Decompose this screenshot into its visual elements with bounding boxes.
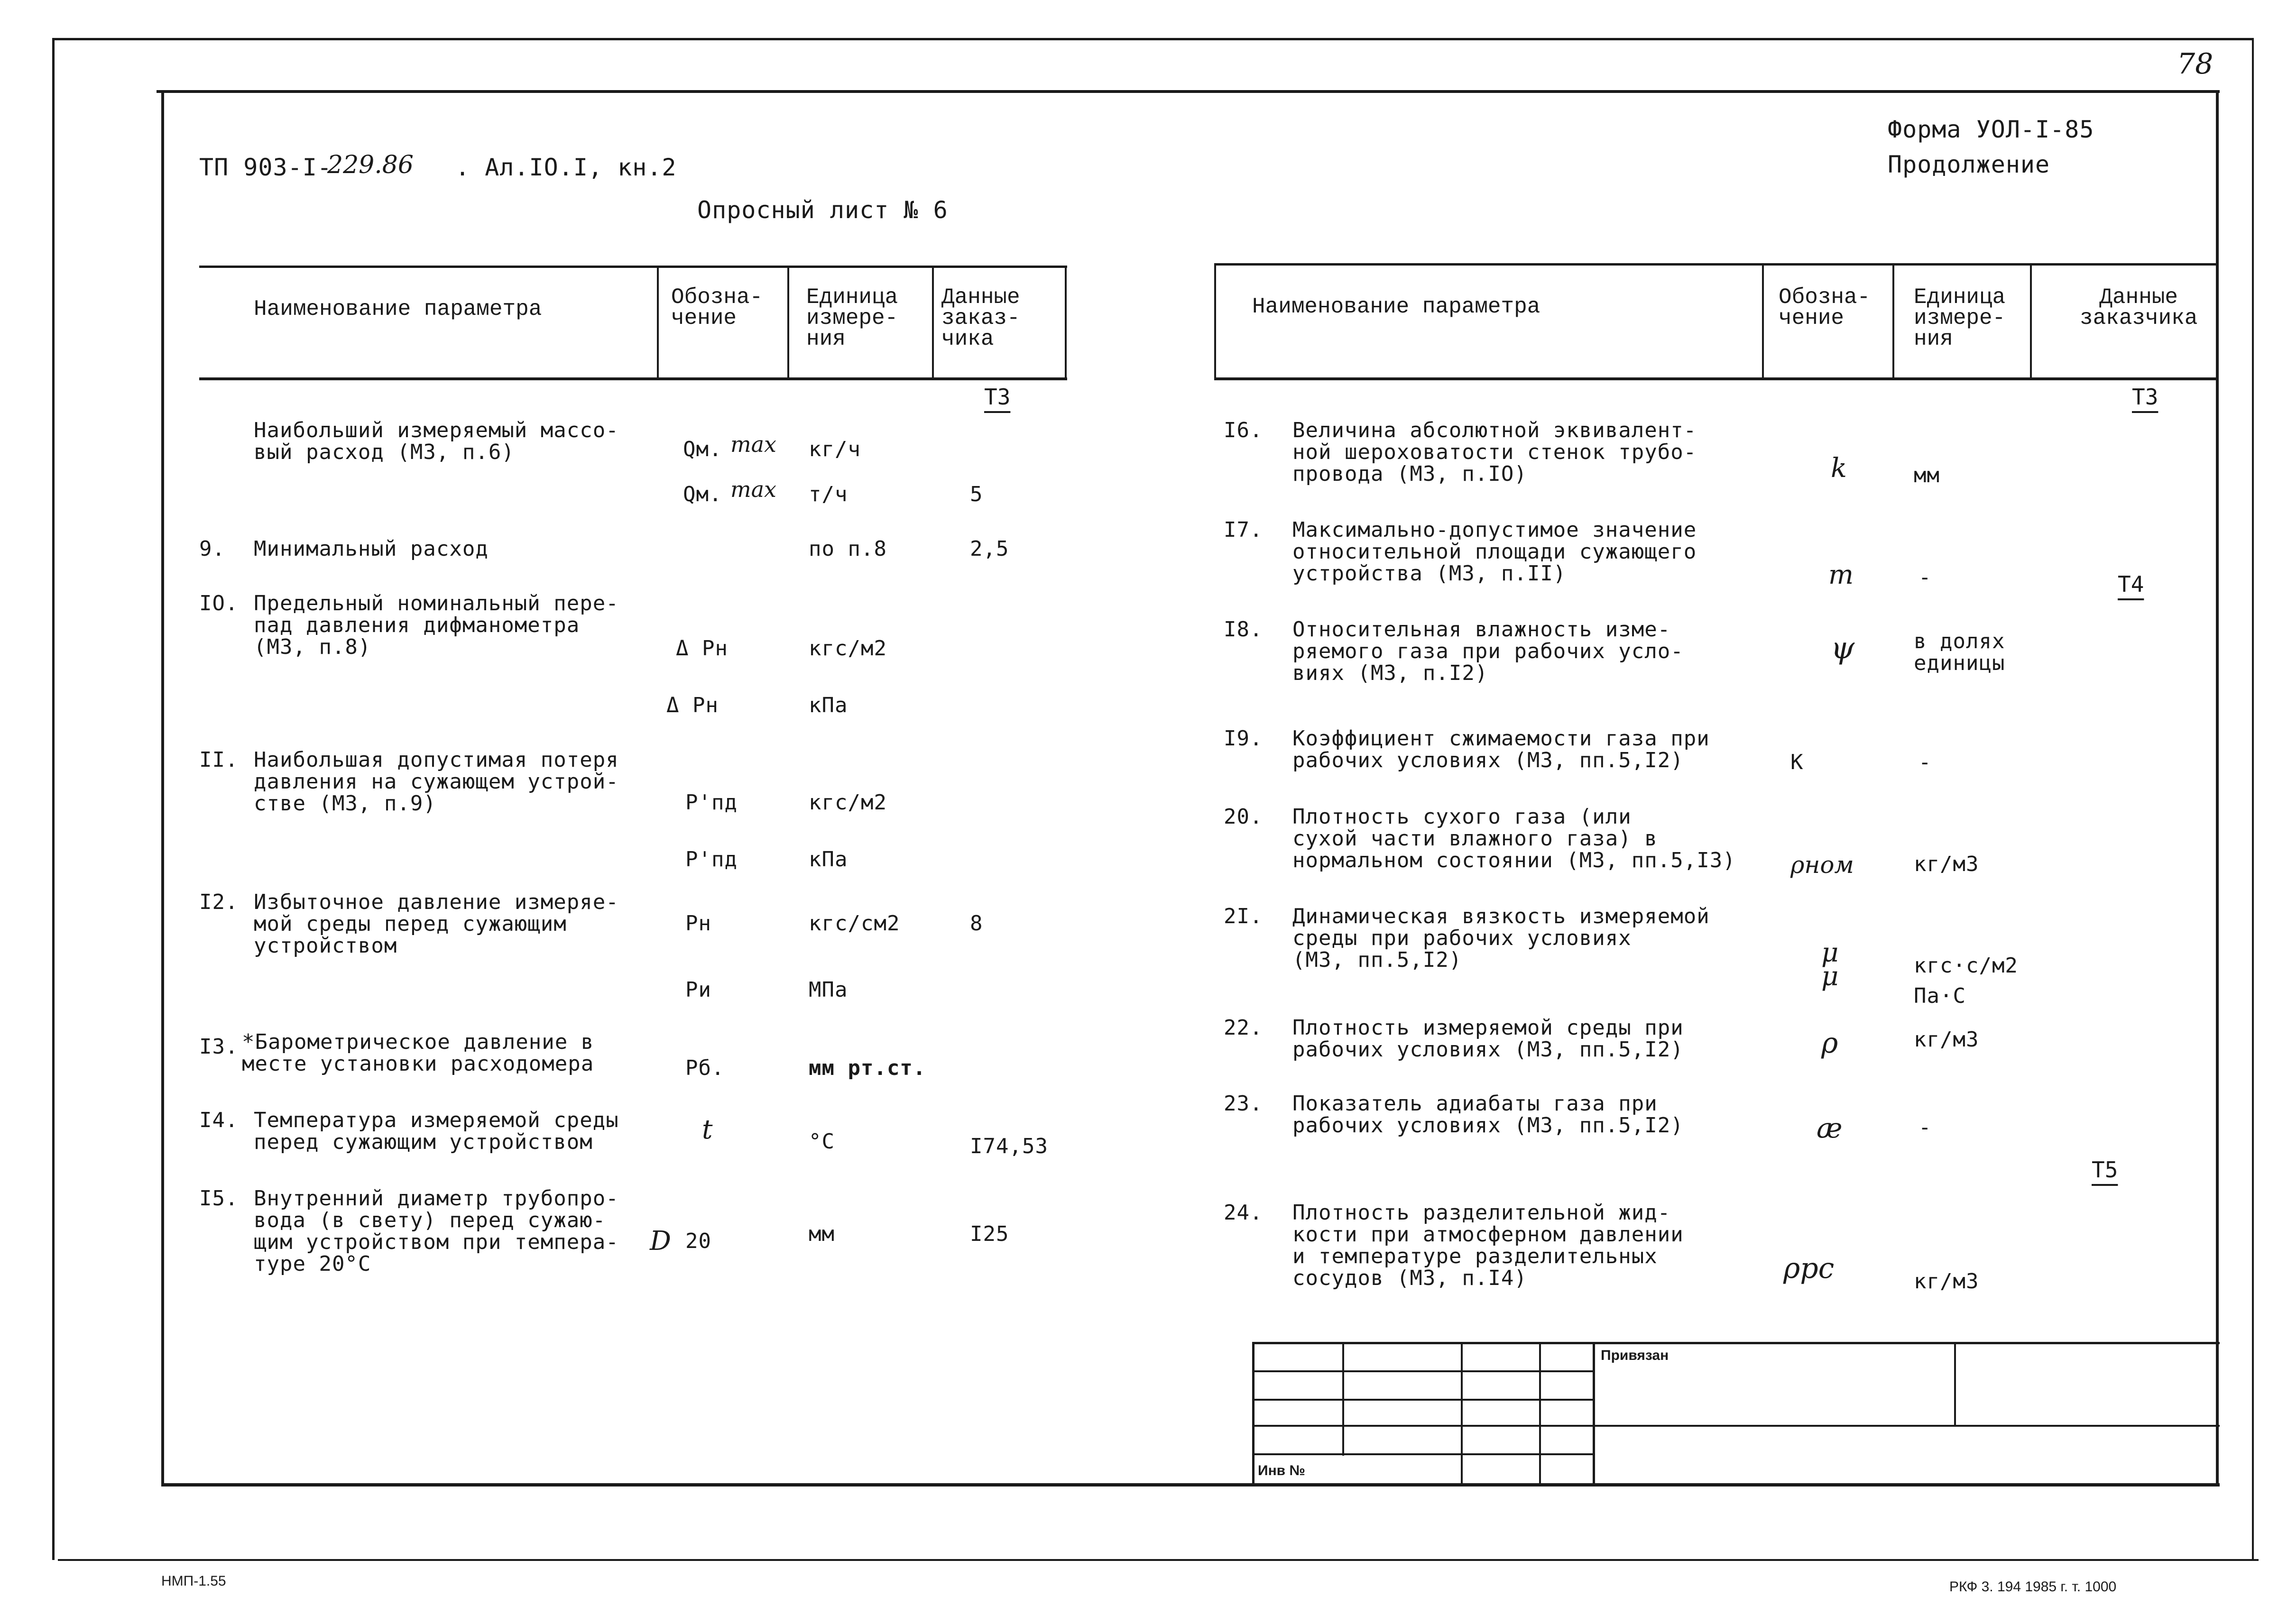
left-row-symbol: Рн [685, 911, 711, 936]
right-col-divider-4 [2030, 263, 2032, 379]
left-row-symbol: 20 [685, 1229, 711, 1253]
left-row-symbol-hand: max [730, 431, 776, 457]
right-tag-t5: Т5 [2092, 1157, 2118, 1183]
inner-frame-right [2216, 90, 2219, 1486]
left-row-name: *Барометрическое давление в месте установки расходомера [242, 1030, 594, 1076]
right-row-symbol: К [1790, 750, 1804, 774]
left-row-value: 8 [970, 911, 983, 936]
right-col-divider-3 [1892, 263, 1894, 379]
right-row-unit: кг/м3 [1914, 1269, 1979, 1294]
right-row-unit: мм [1914, 463, 1940, 487]
right-header-name: Наименование параметра [1252, 294, 1540, 319]
left-tag-t3: Т3 [984, 384, 1011, 410]
doc-code-handwritten: 229.86 [327, 151, 414, 179]
right-row-symbol-hand: ρном [1790, 851, 1854, 879]
left-row-symbol: Qм. [683, 482, 722, 506]
right-table-header-bottom [1214, 377, 2219, 380]
right-table-top [1214, 263, 2219, 266]
left-row-num: I4. [199, 1108, 239, 1132]
right-row-num: 23. [1224, 1092, 1263, 1116]
right-header-symbol: Обозна- чение [1779, 285, 1871, 330]
left-col-divider-1 [657, 266, 659, 379]
continuation-label: Продолжение [1888, 151, 2050, 178]
left-row-symbol-hand: max [730, 477, 776, 502]
right-row-symbol-hand: m [1828, 560, 1854, 590]
right-col-divider-2 [1762, 263, 1764, 379]
left-row-unit: кПа [809, 847, 848, 872]
left-row-name: Температура измеряемой среды перед сужающим устройством [254, 1108, 619, 1154]
left-row-value: I74,53 [970, 1134, 1048, 1158]
left-row-unit: мм рт.ст. [809, 1056, 926, 1080]
right-row-unit: - [1919, 750, 1932, 774]
left-row-num: IO. [199, 591, 239, 615]
right-tag-t4: Т4 [2118, 571, 2144, 597]
left-col-divider-2 [787, 266, 789, 379]
left-row-symbol-hand: D [650, 1226, 671, 1257]
left-row-unit: т/ч [809, 482, 848, 506]
stamp-inv-no: Инв № [1258, 1463, 1305, 1478]
left-row-unit: °С [809, 1129, 835, 1154]
right-row-num: I8. [1224, 617, 1263, 642]
right-row-symbol-hand: μ μ [1821, 937, 1839, 992]
footer-left: НМП-1.55 [161, 1573, 226, 1589]
left-row-name: Наибольший измеряемый массо- вый расход (МЗ, п.6) [254, 418, 619, 464]
right-row-name: Максимально-допустимое значение относительной площади сужающего устройства (МЗ, п.II) [1292, 518, 1697, 586]
left-row-num: 9. [199, 537, 225, 561]
left-row-name: Минимальный расход [254, 537, 489, 561]
left-row-unit: кгс/м2 [809, 636, 887, 661]
right-row-unit: в долях единицы [1914, 629, 2005, 675]
doc-code-prefix: ТП 903-I- [199, 154, 332, 181]
left-row-unit: МПа [809, 978, 848, 1002]
right-row-symbol-hand: æ [1817, 1112, 1843, 1144]
footer-right: РКФ 3. 194 1985 г. т. 1000 [1949, 1579, 2117, 1595]
left-table-header-bottom [199, 377, 1067, 380]
left-row-unit: мм [809, 1222, 835, 1246]
left-row-symbol: Рб. [685, 1056, 725, 1080]
outer-frame-right [2252, 38, 2254, 1561]
right-row-name: Величина абсолютной эквивалент- ной шероховатости стенок трубо- провода (МЗ, п.IO) [1292, 418, 1697, 486]
left-row-symbol: Р'пд [685, 847, 738, 872]
right-row-num: 20. [1224, 805, 1263, 829]
right-row-symbol-hand: ψ [1831, 631, 1855, 666]
right-row-num: 24. [1224, 1201, 1263, 1225]
left-row-symbol: Qм. [683, 437, 722, 461]
left-row-symbol: Ри [685, 978, 711, 1002]
left-row-num: II. [199, 748, 239, 772]
left-row-name: Избыточное давление измеряе- мой среды перед сужающим устройством [254, 890, 619, 958]
right-row-symbol-hand: k [1831, 453, 1847, 484]
left-col-divider-4 [1065, 266, 1067, 379]
form-label: Форма УОЛ-I-85 [1888, 116, 2094, 143]
right-row-symbol-hand: ρ [1821, 1027, 1838, 1060]
right-tag-t3: Т3 [2132, 384, 2158, 410]
right-row-num: I7. [1224, 518, 1263, 542]
left-row-value: 5 [970, 482, 983, 506]
left-row-symbol: Р'пд [685, 790, 738, 815]
left-header-data: Данные заказ- чика [941, 285, 1020, 351]
left-header-unit: Единица измере- ния [806, 285, 898, 351]
stamp-block [1252, 1342, 2220, 1486]
right-header-unit: Единица измере- ния [1914, 285, 2006, 351]
outer-frame-top [52, 38, 2253, 40]
left-row-name: Предельный номинальный пере- пад давления дифманометра (МЗ, п.8) [254, 591, 619, 659]
right-row-name: Показатель адиабаты газа при рабочих условиях (МЗ, пп.5,I2) [1292, 1092, 1684, 1138]
right-row-name: Плотность сухого газа (или сухой части влажного газа) в нормальном состоянии (МЗ, пп.5,I3) [1292, 805, 1736, 872]
right-row-num: 22. [1224, 1016, 1263, 1040]
left-row-symbol: Δ Рн [666, 693, 719, 717]
left-row-unit: кг/ч [809, 437, 861, 461]
left-row-symbol-hand: t [702, 1114, 713, 1145]
stamp-privyazan: Привязан [1601, 1348, 1669, 1363]
outer-frame-left [52, 38, 55, 1560]
right-row-name: Коэффициент сжимаемости газа при рабочих условиях (МЗ, пп.5,I2) [1292, 726, 1710, 772]
left-row-name: Внутренний диаметр трубопро- вода (в свету) перед сужаю- щим устройством при темпера- туре 20°С [254, 1186, 619, 1276]
left-row-name: Наибольшая допустимая потеря давления на сужающем устрой- стве (МЗ, п.9) [254, 748, 619, 816]
doc-code-suffix: . Ал.IO.I, кн.2 [455, 154, 677, 181]
sheet-title: Опросный лист № 6 [697, 196, 948, 224]
right-col-divider-1 [1214, 263, 1216, 379]
page-number: 78 [2177, 47, 2214, 81]
left-row-unit: кПа [809, 693, 848, 717]
left-col-divider-3 [932, 266, 934, 379]
inner-frame-top [157, 90, 2220, 93]
right-row-name: Плотность измеряемой среды при рабочих условиях (МЗ, пп.5,I2) [1292, 1016, 1684, 1062]
left-row-num: I3. [199, 1035, 239, 1059]
outer-frame-bottom [58, 1559, 2259, 1561]
inner-frame-left [161, 90, 164, 1486]
left-row-value: I25 [970, 1222, 1009, 1246]
left-row-unit: кгс/см2 [809, 911, 900, 936]
right-header-data: Данные заказчика [2080, 285, 2198, 330]
right-row-unit: - [1919, 1115, 1932, 1139]
left-row-num: I5. [199, 1186, 239, 1211]
right-row-name: Динамическая вязкость измеряемой среды при рабочих условиях (МЗ, пп.5,I2) [1292, 904, 1710, 972]
right-row-num: 2I. [1224, 904, 1263, 928]
left-row-num: I2. [199, 890, 239, 914]
right-row-symbol-hand: ρрс [1783, 1252, 1835, 1285]
right-row-unit: - [1919, 565, 1932, 589]
right-row-name: Плотность разделительной жид- кости при атмосферном давлении и температуре разделительных сосудов (МЗ, п.I4) [1292, 1201, 1684, 1290]
right-row-num: I9. [1224, 726, 1263, 751]
left-header-name: Наименование параметра [254, 297, 542, 321]
left-row-unit: по п.8 [809, 537, 887, 561]
left-row-value: 2,5 [970, 537, 1009, 561]
right-row-unit: кг/м3 [1914, 852, 1979, 876]
left-row-unit: кгс/м2 [809, 790, 887, 815]
right-row-unit: кгс·с/м2 Па·С [1914, 954, 2018, 1008]
left-row-symbol: Δ Рн [676, 636, 728, 661]
right-row-name: Относительная влажность изме- ряемого газа при рабочих усло- виях (МЗ, п.I2) [1292, 617, 1684, 685]
left-header-symbol: Обозна- чение [671, 285, 763, 330]
right-row-unit: кг/м3 [1914, 1028, 1979, 1052]
left-table-top [199, 266, 1067, 268]
right-row-num: I6. [1224, 418, 1263, 442]
